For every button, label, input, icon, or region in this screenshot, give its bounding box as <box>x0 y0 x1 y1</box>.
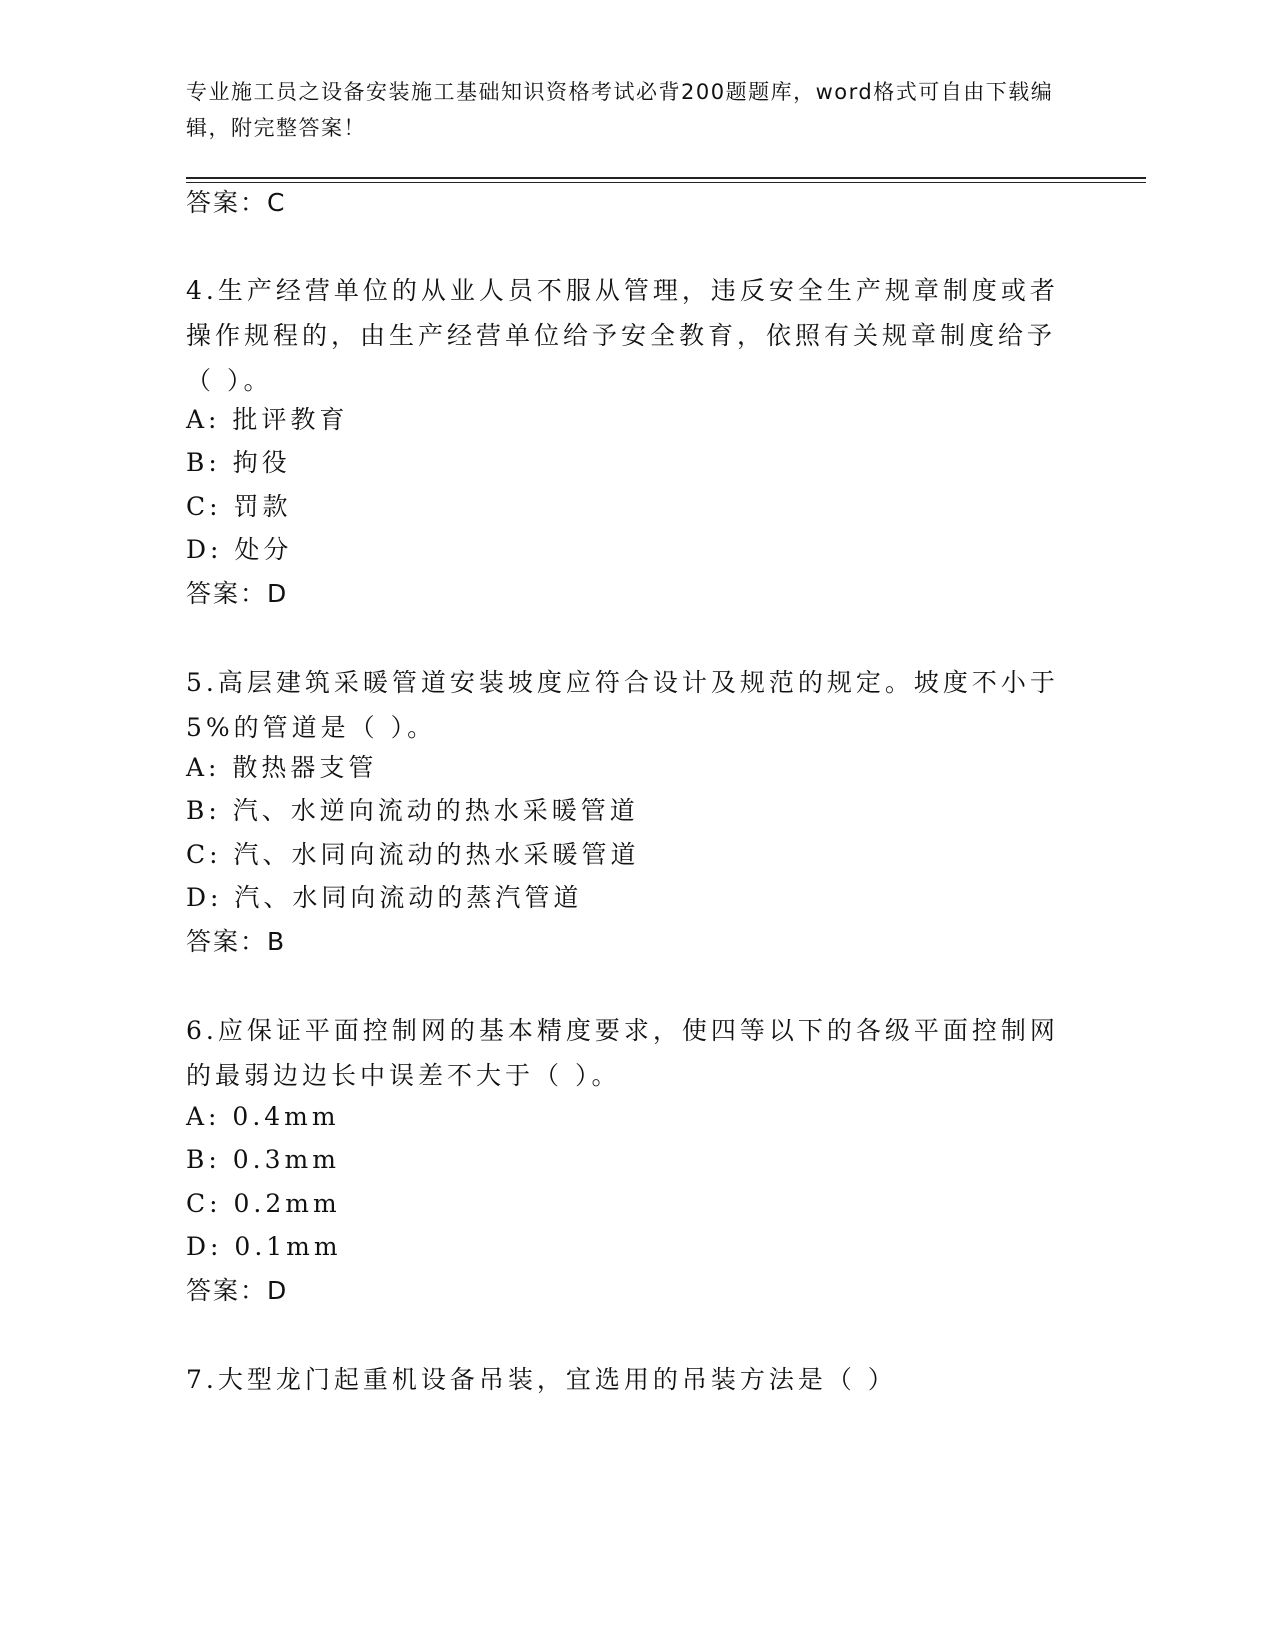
question-5-option-c: C: 汽、水同向流动的热水采暖管道 <box>186 840 640 869</box>
question-5-option-a: A: 散热器支管 <box>186 753 378 782</box>
question-6-text: 6.应保证平面控制网的基本精度要求，使四等以下的各级平面控制网的最弱边边长中误差不大于（ ）。 <box>186 1016 1059 1090</box>
question-5-option-d: D: 汽、水同向流动的蒸汽管道 <box>186 883 583 912</box>
question-6-answer: 答案：D <box>186 1276 289 1305</box>
question-7-text: 7.大型龙门起重机设备吊装，宜选用的吊装方法是（ ） <box>186 1365 897 1394</box>
question-5-option-b: B: 汽、水逆向流动的热水采暖管道 <box>186 796 639 825</box>
page-header: 专业施工员之设备安装施工基础知识资格考试必背200题题库，word格式可自由下载编辑，附完整答案！ <box>186 80 1054 140</box>
question-4-answer: 答案：D <box>186 579 289 608</box>
question-4-option-a: A: 批评教育 <box>186 405 349 434</box>
question-4-option-b: B: 拘役 <box>186 448 291 477</box>
question-4-option-d: D: 处分 <box>186 535 293 564</box>
header-divider <box>186 177 1146 183</box>
question-5-answer: 答案：B <box>186 927 287 956</box>
answer-line-prev: 答案：C <box>186 188 287 217</box>
question-4-text: 4.生产经营单位的从业人员不服从管理，违反安全生产规章制度或者操作规程的，由生产经营单位给予安全教育，依照有关规章制度给予（ ）。 <box>186 276 1059 395</box>
question-6-option-c: C: 0.2mm <box>186 1189 341 1218</box>
question-5-text: 5.高层建筑采暖管道安装坡度应符合设计及规范的规定。坡度不小于5%的管道是（ ）。 <box>186 668 1059 742</box>
question-6-option-d: D: 0.1mm <box>186 1232 342 1261</box>
question-6-option-a: A: 0.4mm <box>186 1102 340 1131</box>
question-4-option-c: C: 罚款 <box>186 492 292 521</box>
question-6-option-b: B: 0.3mm <box>186 1145 340 1174</box>
